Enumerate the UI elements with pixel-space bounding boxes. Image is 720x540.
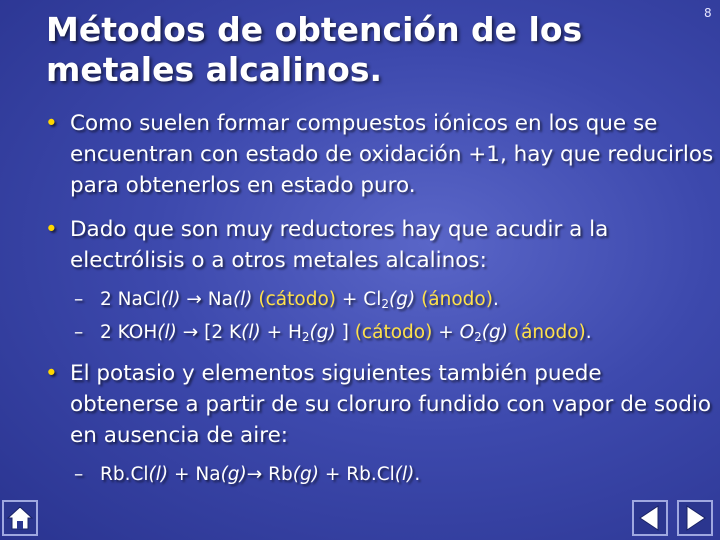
triangle-right-icon [679,502,711,534]
product: [2 K [204,322,242,343]
bullet-text: El potasio y elementos siguientes también puede obtenerse a partir de su cloruro fundido con vapor de sodio en ausencia de aire: [70,361,712,448]
reactant: Rb.Cl [100,464,149,485]
period: . [492,289,499,310]
product: Rb [268,464,293,485]
reaction-arrow: → [246,464,263,485]
sub-bullet-dash: – [74,322,84,343]
bracket: ] [341,322,349,343]
page-number: 8 [704,6,712,20]
bullet-text: Dado que son muy reductores hay que acudir a la electrólisis o a otros metales alcalinos: [70,217,609,273]
bullet-dot: • [45,217,58,242]
sub-bullet-dash: – [74,464,84,485]
reactant-anion: Cl [142,289,161,310]
product: + Rb.Cl [324,464,395,485]
slide-title: Métodos de obtención de los metales alcalinos. [46,10,583,89]
subscript: 2 [474,330,482,344]
period: . [414,464,421,485]
state: (l) [160,289,181,310]
bullet-item [45,214,715,276]
subscript: 2 [301,330,310,344]
product: Na [207,289,233,310]
home-icon [4,502,36,534]
sub-bullet-dash: – [74,289,84,310]
state: (g) [481,322,508,343]
product: + O [438,322,475,343]
next-slide-button[interactable] [677,500,713,536]
state: (l) [394,464,415,485]
bullet-dot: • [45,361,58,386]
reaction-arrow: → [182,322,199,343]
state: (l) [148,464,169,485]
electrode-label: (ánodo) [421,289,493,310]
state: (g) [309,322,336,343]
reactant: 2 KOH [100,322,158,343]
electrode-label: (cátodo) [354,322,433,343]
state: (l) [157,322,177,343]
electrode-label: (ánodo) [513,322,586,343]
state: (g) [220,464,247,485]
product: + Cl [341,289,382,310]
subscript: 2 [381,297,389,311]
reaction-line [74,460,714,490]
reaction-arrow: → [186,289,202,310]
state: (l) [232,289,253,310]
state: (g) [292,464,319,485]
bullet-item [45,358,715,451]
period: . [585,322,592,343]
triangle-left-icon [634,502,666,534]
product: + H [266,322,302,343]
home-button[interactable] [2,500,38,536]
electrode-label: (cátodo) [258,289,336,310]
reaction-line [74,285,714,319]
state: (g) [388,289,416,310]
state: (l) [241,322,261,343]
reactant: + Na [174,464,221,485]
bullet-item [45,108,715,201]
previous-slide-button[interactable] [632,500,668,536]
bullet-text: Como suelen formar compuestos iónicos en los que se encuentran con estado de oxidación +1, hay que reducirlos para obtenerlos en estado puro. [70,111,714,198]
reaction-line [74,318,714,352]
bullet-dot: • [45,111,58,136]
reactant: 2 Na [100,289,143,310]
